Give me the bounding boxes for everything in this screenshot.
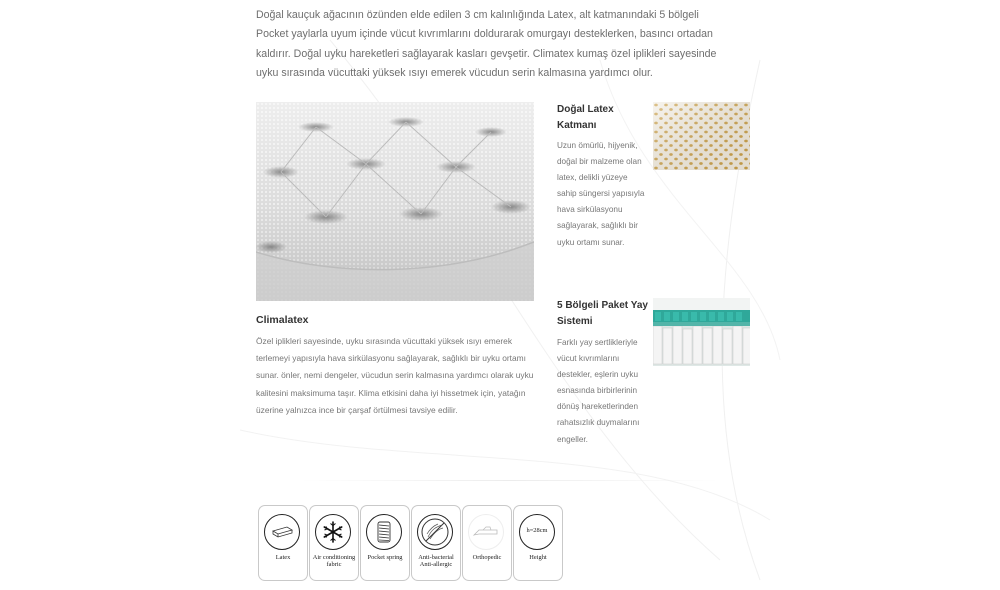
pocket-spring-icon	[366, 514, 402, 550]
height-icon	[519, 514, 555, 550]
air-conditioning-icon	[315, 514, 351, 550]
feature-label: Latex	[275, 554, 291, 561]
feature-height	[513, 505, 563, 581]
mattress-top-photo	[256, 102, 534, 301]
feature-pocket-spring	[360, 505, 410, 581]
height-value: h=28cm	[526, 527, 548, 534]
feature-anti-bacterial	[411, 505, 461, 581]
feature-label: Pocket spring	[367, 554, 403, 561]
latex-layer-icon	[264, 514, 300, 550]
section-divider	[300, 480, 720, 481]
feature-latex	[258, 505, 308, 581]
latex-title: Doğal Latex Katmanı	[557, 104, 614, 131]
climalatex-title: Climalatex	[256, 314, 309, 326]
anti-bacterial-icon	[417, 514, 453, 550]
pocket-spring-text: Farklı yay sertlikleriyle vücut kıvrımlarını destekler, eşlerin uyku esnasında birbirlerinin dönüş hareketlerinden rahatsızlık duymalarını engeller.	[557, 338, 640, 444]
latex-text: Uzun ömürlü, hijyenik, doğal bir malzeme olan latex, delikli yüzeye sahip süngersi yapısıyla hava sirkülasyonu sağlayarak, sağlıklı bir uyku ortamı sunar.	[557, 141, 645, 247]
orthopedic-icon	[468, 514, 504, 550]
feature-air-conditioning	[309, 505, 359, 581]
feature-label: Anti-bacterial Anti-allergic	[418, 554, 454, 568]
pocket-spring-title: 5 Bölgeli Paket Yay Sistemi	[557, 300, 648, 327]
feature-label: Orthopedic	[472, 554, 502, 561]
intro-paragraph: Doğal kauçuk ağacının özünden elde edilen 3 cm kalınlığında Latex, alt katmanındaki 5 bölgeli Pocket yaylarla uyum içinde vücut kıvrımlarını doldurarak omurgayı desteklerken, basıncı ortadan kaldırır. Doğal uyku hareketleri sağlayarak kasları gevşetir. Climatex kumaş özel iplikleri sayesinde uyku sırasında vücuttaki yüksek ısıyı emerek vücudun serin kalmasına yardımcı olur.	[256, 9, 717, 80]
latex-foam-photo	[653, 102, 750, 170]
pocket-spring-photo	[653, 298, 750, 366]
feature-label: Height	[529, 554, 547, 561]
feature-label: Air conditioning fabric	[312, 554, 356, 568]
feature-orthopedic	[462, 505, 512, 581]
climalatex-text: Özel iplikleri sayesinde, uyku sırasında vücuttaki yüksek ısıyı emerek terlemeyi yapısıyla hava sirkülasyonu sağlayarak, sağlıklı bir uyku ortamı sunar. önler, nemi dengeler, vücudun serin kalmasına yardımcı olarak uyku kalitesini maksimuma taşır. Klima etkisini daha iyi hissetmek için, yatağın üzerine yalnızca ince bir çarşaf örtülmesi tavsiye edilir.	[256, 336, 534, 415]
